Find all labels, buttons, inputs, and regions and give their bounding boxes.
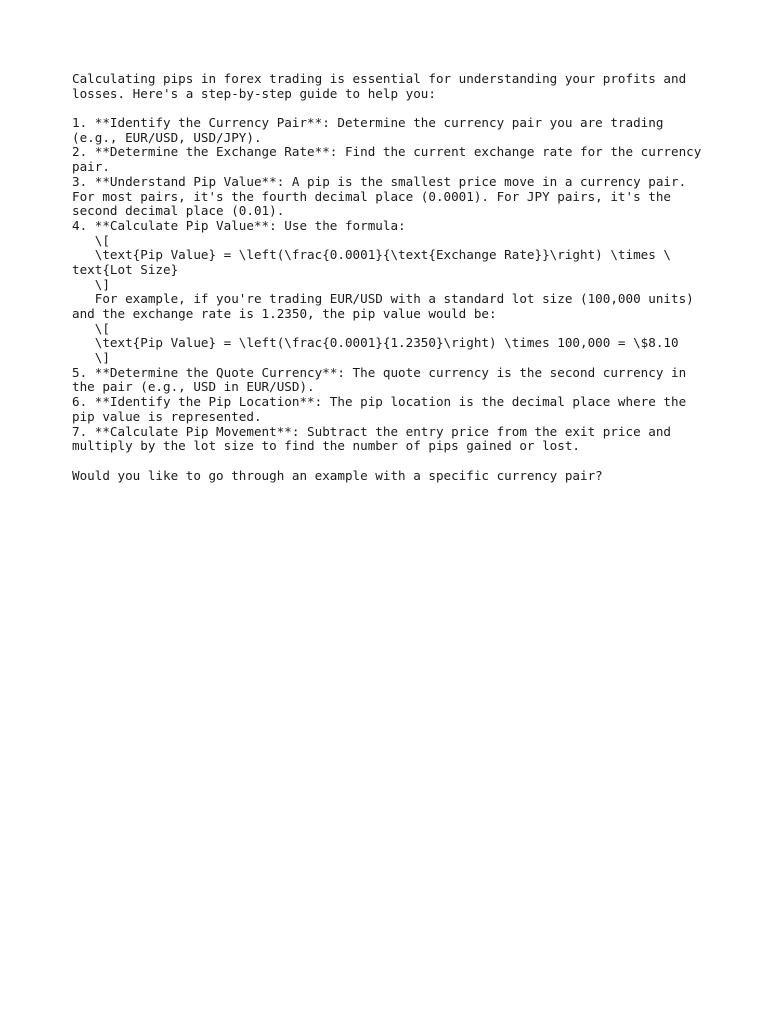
formula-line: \] [72,350,110,366]
document-body [72,72,712,483]
blank-line [72,101,712,116]
step-line: 1. **Identify the Currency Pair**: Determine the currency pair you are trading [72,115,664,131]
step-line: 4. **Calculate Pip Value**: Use the formula: [72,217,406,233]
example-line: For example, if you're trading EUR/USD with a standard lot size (100,000 units) [72,291,694,307]
step-line: 6. **Identify the Pip Location**: The pip location is the decimal place where the [72,394,687,410]
example-line: and the exchange rate is 1.2350, the pip value would be: [72,306,497,321]
step-line: 5. **Determine the Quote Currency**: The quote currency is the second currency in [72,364,687,380]
closing-question: Would you like to go through an example with a specific currency pair? [72,467,603,483]
blank-line [72,454,712,469]
formula-line: text{Lot Size} [72,261,179,277]
step-line: the pair (e.g., USD in EUR/USD). [72,379,315,395]
intro-line-2: losses. Here's a step-by-step guide to help you: [72,85,436,101]
step-line: 7. **Calculate Pip Movement**: Subtract the entry price from the exit price and [72,423,671,439]
step-line: (e.g., EUR/USD, USD/JPY). [72,129,262,145]
step-line: multiply by the lot size to find the number of pips gained or lost. [72,438,580,454]
formula-line: \[ [72,232,110,248]
step-line: second decimal place (0.01). [72,203,285,219]
step-line: 2. **Determine the Exchange Rate**: Find the current exchange rate for the currency [72,144,702,160]
step-line: pip value is represented. [72,408,262,424]
formula-line: \] [72,276,110,292]
step-line: 3. **Understand Pip Value**: A pip is the smallest price move in a currency pair. [72,173,687,189]
formula-line: \[ [72,320,110,336]
step-line: pair. [72,159,110,175]
intro-line-1: Calculating pips in forex trading is essential for understanding your profits and [72,71,687,86]
formula-line: \text{Pip Value} = \left(\frac{0.0001}{1.2350}\right) \times 100,000 = \$8.10 [72,335,679,351]
step-line: For most pairs, it's the fourth decimal place (0.0001). For JPY pairs, it's the [72,188,671,204]
formula-line: \text{Pip Value} = \left(\frac{0.0001}{\text{Exchange Rate}}\right) \times \ [72,247,671,263]
